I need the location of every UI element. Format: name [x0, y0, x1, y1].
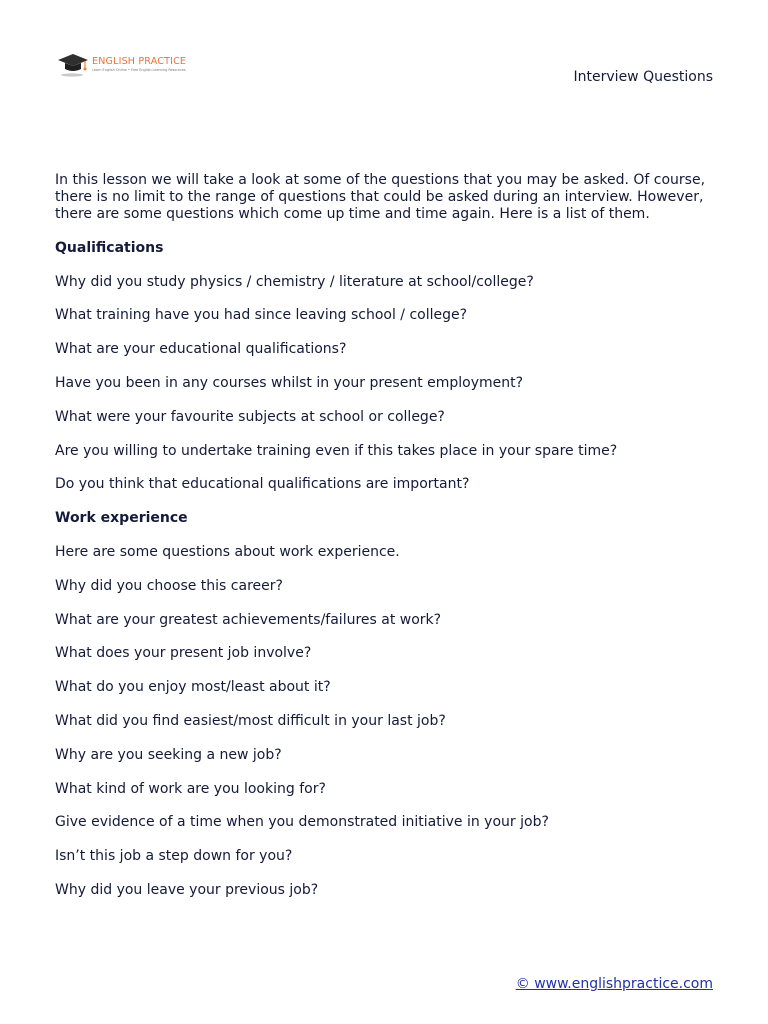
question-item: Are you willing to undertake training even if this takes place in your spare time? [55, 442, 618, 459]
question-item: Why are you seeking a new job? [55, 746, 282, 763]
lesson-content [55, 172, 717, 899]
logo-tagline: Learn English Online • Free English Learning Resources [92, 68, 186, 72]
question-item: Have you been in any courses whilst in your present employment? [55, 374, 524, 391]
section-work-experience [55, 510, 717, 899]
graduation-cap-icon [56, 51, 92, 77]
question-item: What kind of work are you looking for? [55, 780, 326, 797]
section-heading: Work experience [55, 510, 188, 527]
question-item: What does your present job involve? [55, 645, 312, 662]
question-item: What did you find easiest/most difficult in your last job? [55, 712, 446, 729]
intro-paragraph: In this lesson we will take a look at some of the questions that you may be asked. Of course, there is no limit to the range of questions that could be asked during an interview. However, there are some questions which come up time and time again. Here is a list of them. [55, 172, 706, 222]
question-item: Why did you leave your previous job? [55, 881, 319, 898]
logo-title: ENGLISH PRACTICE [92, 56, 187, 67]
logo [56, 51, 186, 81]
question-item: What are your educational qualifications? [55, 341, 347, 358]
section-intro-text: Here are some questions about work experience. [55, 543, 400, 560]
section-heading: Qualifications [55, 239, 164, 256]
page-title: Interview Questions [573, 69, 713, 85]
question-item: Why did you study physics / chemistry / literature at school/college? [55, 273, 534, 290]
question-item: Isn’t this job a step down for you? [55, 848, 293, 865]
question-item: What are your greatest achievements/failures at work? [55, 611, 442, 628]
question-item: Give evidence of a time when you demonstrated initiative in your job? [55, 814, 549, 831]
question-item: What training have you had since leaving school / college? [55, 307, 468, 324]
question-item: Do you think that educational qualifications are important? [55, 476, 470, 493]
section-qualifications [55, 240, 717, 494]
question-item: What were your favourite subjects at school or college? [55, 408, 445, 425]
website-link[interactable]: © www.englishpractice.com [515, 976, 713, 992]
question-item: Why did you choose this career? [55, 577, 283, 594]
question-item: What do you enjoy most/least about it? [55, 679, 331, 696]
